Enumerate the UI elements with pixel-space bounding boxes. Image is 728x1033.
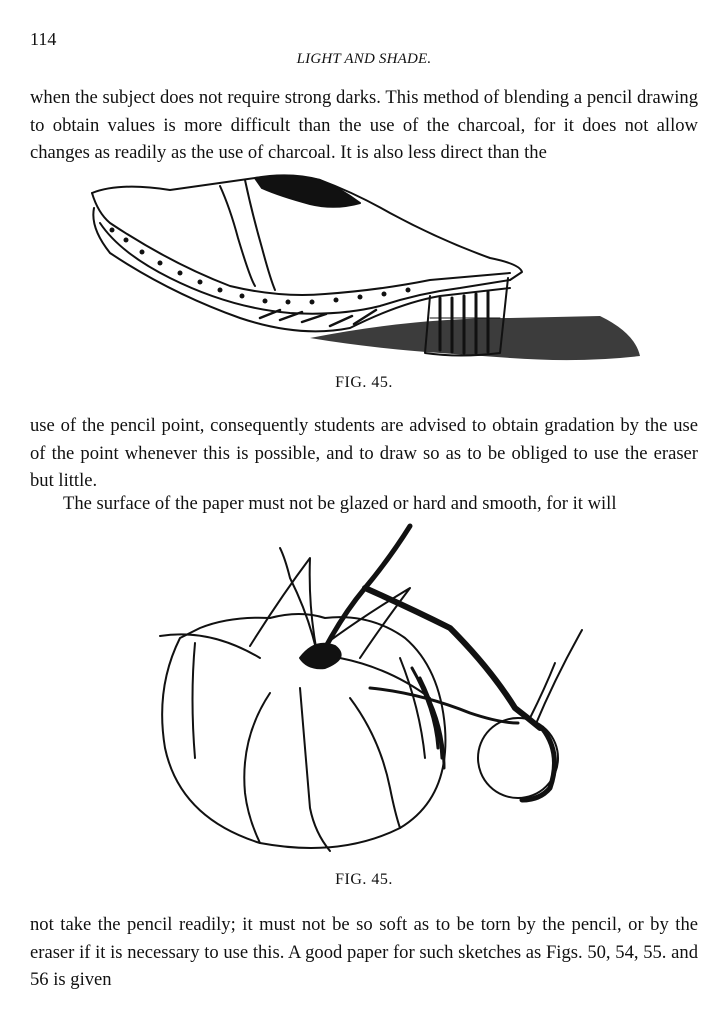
- figure-shoe: [80, 168, 650, 368]
- page-number: 114: [30, 29, 57, 49]
- paragraph-2: use of the pencil point, consequently students are advised to obtain gradation by the use of the point whenever this is possible, and to draw so as to be obliged to use the eraser but little.: [30, 415, 698, 491]
- shoe-sketch-illustration: [80, 168, 650, 368]
- paragraph-1: when the subject does not require strong darks. This method of blending a pencil drawing to obtain values is more difficult than the use of the charcoal, for it does not allow changes as readily as the use of charcoal. It is also less direct than the: [30, 87, 698, 163]
- paragraph-4: not take the pencil readily; it must not be so soft as to be torn by the pencil, or by the eraser if it is necessary to use this. A good paper for such sketches as Figs. 50, 54, 55. and 56 is given: [30, 914, 698, 990]
- tomato-sketch-illustration: [150, 518, 590, 858]
- figure-tomato: [150, 518, 590, 858]
- running-head: LIGHT AND SHADE.: [296, 51, 432, 67]
- figure-1-caption: FIG. 45.: [335, 374, 393, 391]
- paragraph-3: The surface of the paper must not be glazed or hard and smooth, for it will: [63, 493, 617, 514]
- figure-2-caption: FIG. 45.: [335, 871, 393, 888]
